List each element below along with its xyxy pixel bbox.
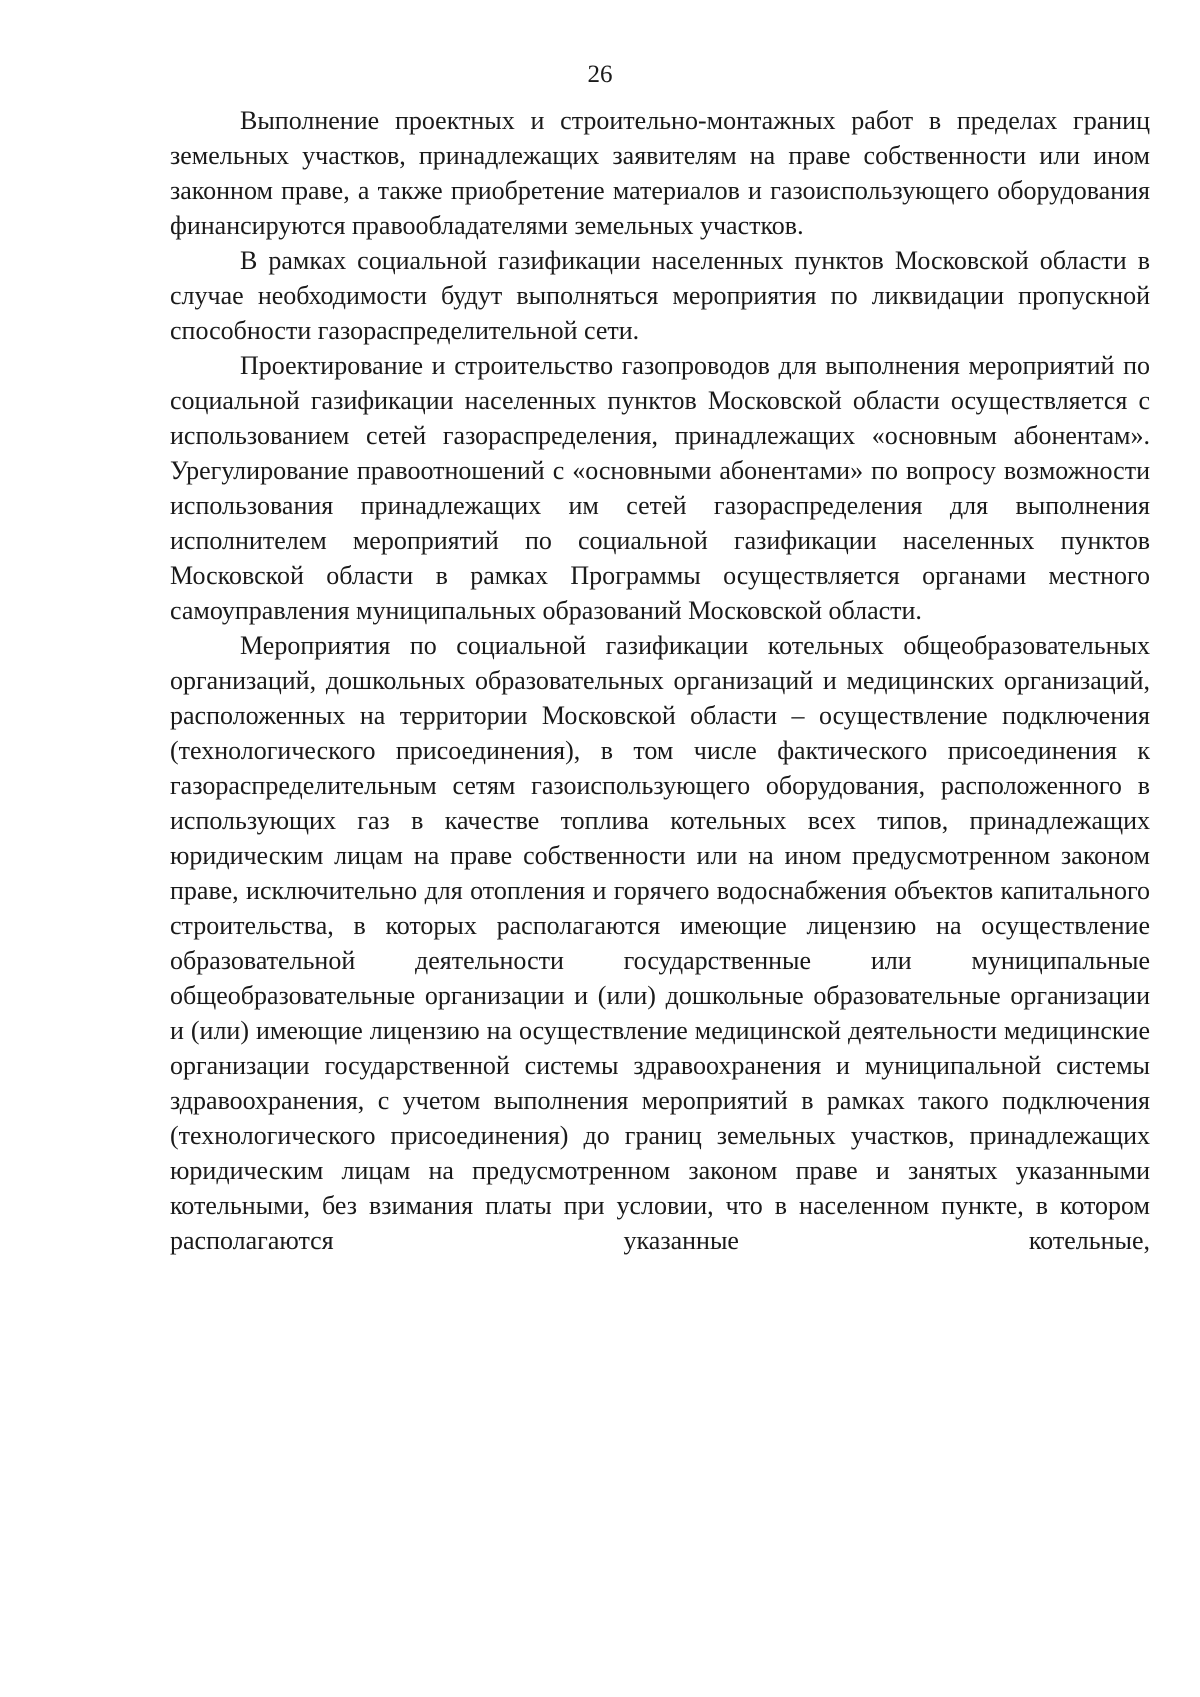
document-body [170,103,1150,1258]
page-number: 26 [587,61,613,88]
paragraph-4: Мероприятия по социальной газификации котельных общеобразовательных организаций, дошкольных образовательных организаций и медицинских организаций, расположенных на территории Московской области – осуществление подключения (технологического присоединения), в том числе фактического присоединения к газораспределительным сетям газоиспользующего оборудования, расположенного в использующих газ в качестве топлива котельных всех типов, принадлежащих юридическим лицам на праве собственности или на ином предусмотренном законом праве, исключительно для отопления и горячего водоснабжения объектов капитального строительства, в которых располагаются имеющие лицензию на осуществление образовательной деятельности государственные или муниципальные общеобразовательные организации и (или) дошкольные образовательные организации и (или) имеющие лицензию на осуществление медицинской деятельности медицинские организации государственной системы здравоохранения и муниципальной системы здравоохранения, с учетом выполнения мероприятий в рамках такого подключения (технологического присоединения) до границ земельных участков, принадлежащих юридическим лицам на предусмотренном законом праве и занятых указанными котельными, без взимания платы при условии, что в населенном пункте, в котором располагаются указанные котельные, [170,631,1150,1255]
paragraph-1: Выполнение проектных и строительно-монтажных работ в пределах границ земельных участков, принадлежащих заявителям на праве собственности или ином законном праве, а также приобретение материалов и газоиспользующего оборудования финансируются правообладателями земельных участков. [170,106,1150,240]
paragraph-3: Проектирование и строительство газопроводов для выполнения мероприятий по социальной газификации населенных пунктов Московской области осуществляется с использованием сетей газораспределения, принадлежащих «основным абонентам». Урегулирование правоотношений с «основными абонентами» по вопросу возможности использования принадлежащих им сетей газораспределения для выполнения исполнителем мероприятий по социальной газификации населенных пунктов Московской области в рамках Программы осуществляется органами местного самоуправления муниципальных образований Московской области. [170,351,1150,625]
paragraph-2: В рамках социальной газификации населенных пунктов Московской области в случае необходимости будут выполняться мероприятия по ликвидации пропускной способности газораспределительной сети. [170,246,1150,345]
